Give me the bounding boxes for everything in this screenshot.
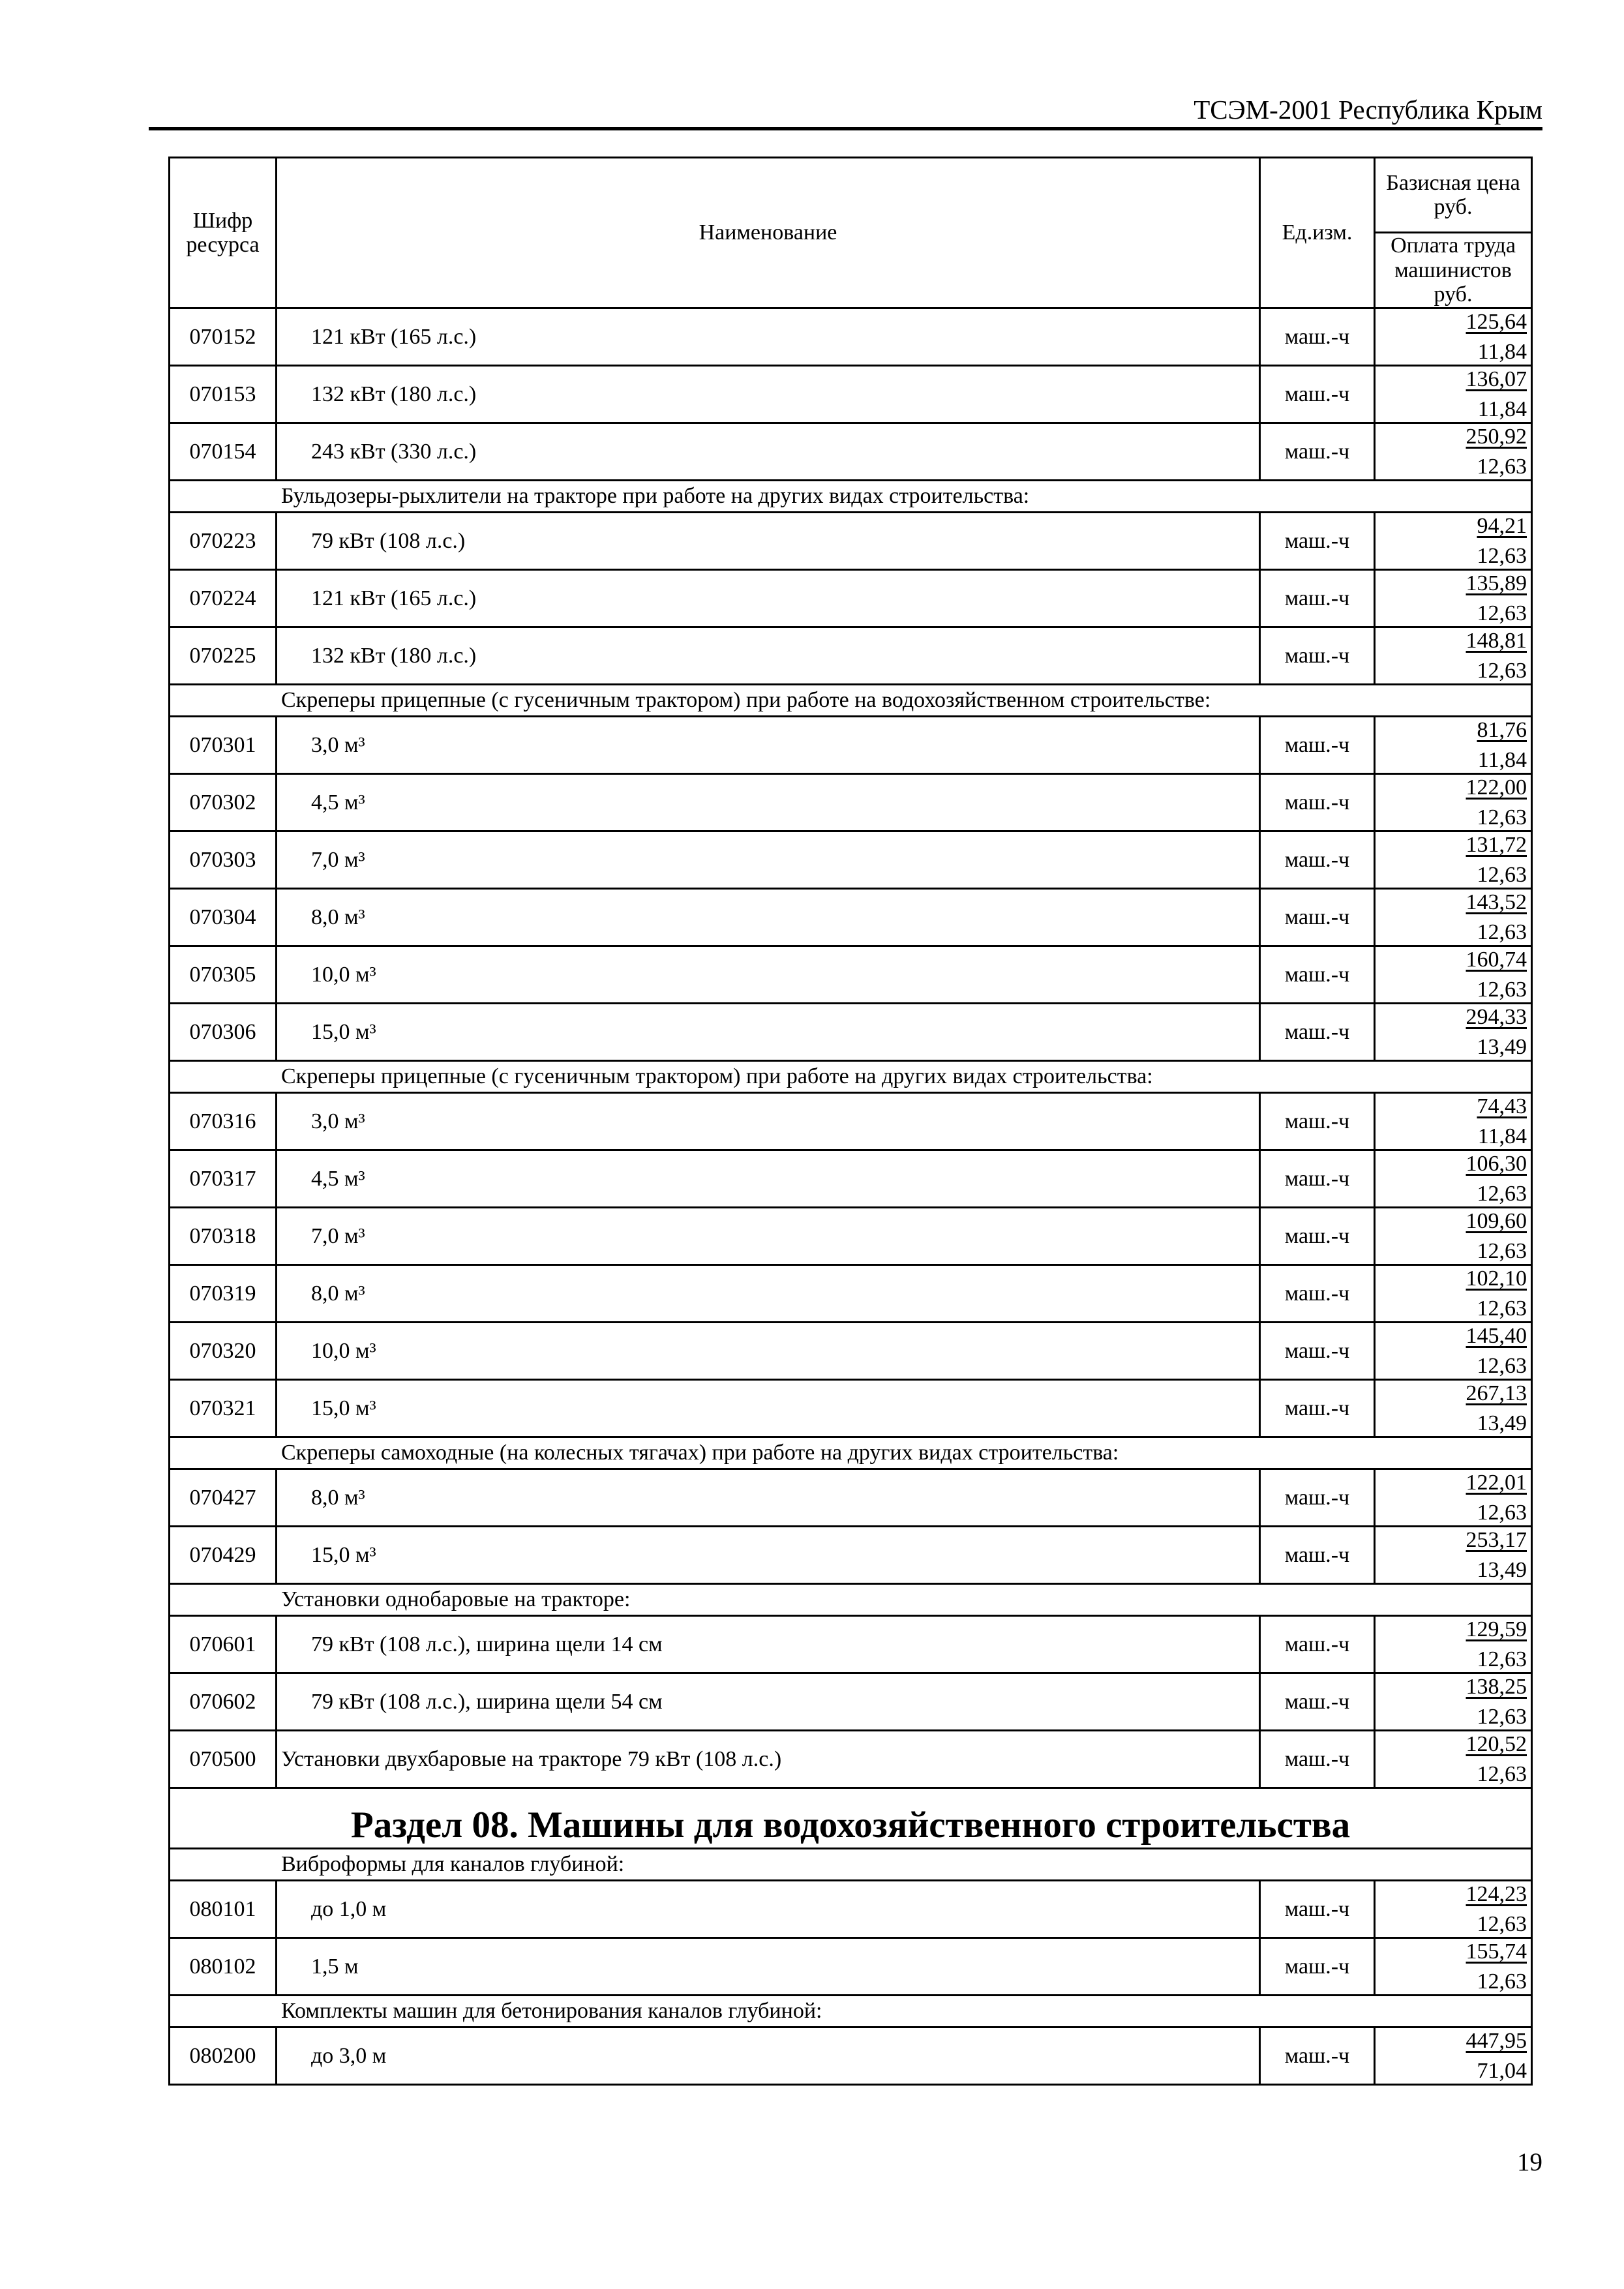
resource-unit: маш.-ч [1260, 1527, 1375, 1584]
labor-pay: 71,04 [1477, 2058, 1527, 2083]
table-row [170, 831, 1532, 889]
table-row [170, 1881, 1532, 1938]
resource-code: 070318 [170, 1208, 277, 1265]
resource-unit: маш.-ч [1260, 308, 1375, 366]
table-row [170, 308, 1532, 366]
resource-name: 3,0 м³ [277, 717, 1260, 774]
section-heading: Раздел 08. Машины для водохозяйственного строительства [170, 1788, 1532, 1849]
resource-code: 070153 [170, 366, 277, 423]
resource-name: 3,0 м³ [277, 1093, 1260, 1150]
group-heading: Комплекты машин для бетонирования каналов глубиной: [170, 1996, 1532, 2027]
resource-name: Установки двухбаровые на тракторе 79 кВт (108 л.с.) [277, 1731, 1260, 1788]
labor-pay: 12,63 [1477, 1500, 1527, 1525]
price-cell [1375, 1380, 1532, 1437]
base-price: 94,21 [1477, 514, 1527, 539]
resource-code: 080102 [170, 1938, 277, 1996]
resource-code: 070225 [170, 627, 277, 685]
resource-name: 15,0 м³ [277, 1380, 1260, 1437]
column-header-labor-pay: Оплата труда машинистов руб. [1375, 233, 1532, 308]
resource-code: 070317 [170, 1150, 277, 1208]
resource-name: 132 кВт (180 л.с.) [277, 366, 1260, 423]
column-header-unit: Ед.изм. [1260, 158, 1375, 308]
labor-pay: 13,49 [1477, 1557, 1527, 1582]
table-row [170, 2027, 1532, 2085]
resource-unit: маш.-ч [1260, 889, 1375, 946]
group-heading-row [170, 1996, 1532, 2027]
labor-pay: 12,63 [1477, 1647, 1527, 1671]
resource-unit: маш.-ч [1260, 627, 1375, 685]
base-price: 122,01 [1466, 1471, 1527, 1495]
price-cell [1375, 1731, 1532, 1788]
resource-unit: маш.-ч [1260, 423, 1375, 481]
base-price: 81,76 [1477, 718, 1527, 743]
price-cell [1375, 423, 1532, 481]
resource-unit: маш.-ч [1260, 366, 1375, 423]
resource-name: 8,0 м³ [277, 1265, 1260, 1323]
price-cell [1375, 831, 1532, 889]
page-number: 19 [1517, 2148, 1542, 2176]
price-cell [1375, 1469, 1532, 1527]
resource-code: 070316 [170, 1093, 277, 1150]
resource-name: до 3,0 м [277, 2027, 1260, 2085]
document-header-title: ТСЭМ-2001 Республика Крым [1194, 95, 1542, 125]
table-header [170, 158, 1532, 308]
resource-name: 7,0 м³ [277, 1208, 1260, 1265]
column-header-code: Шифр ресурса [170, 158, 277, 308]
table-row [170, 1938, 1532, 1996]
resource-name: 8,0 м³ [277, 889, 1260, 946]
resource-name: 10,0 м³ [277, 946, 1260, 1004]
resource-unit: маш.-ч [1260, 1380, 1375, 1437]
resource-unit: маш.-ч [1260, 1673, 1375, 1731]
table-row [170, 1731, 1532, 1788]
price-cell [1375, 717, 1532, 774]
base-price: 160,74 [1466, 948, 1527, 972]
table-row [170, 570, 1532, 627]
table-row [170, 946, 1532, 1004]
labor-pay: 12,63 [1477, 1296, 1527, 1321]
group-heading: Установки однобаровые на тракторе: [170, 1584, 1532, 1616]
table-row [170, 1616, 1532, 1673]
table-row [170, 1469, 1532, 1527]
resource-unit: маш.-ч [1260, 1616, 1375, 1673]
labor-pay: 12,63 [1477, 1911, 1527, 1936]
base-price: 253,17 [1466, 1528, 1527, 1553]
resource-code: 070602 [170, 1673, 277, 1731]
resource-unit: маш.-ч [1260, 1150, 1375, 1208]
resource-name: 1,5 м [277, 1938, 1260, 1996]
base-price: 122,00 [1466, 775, 1527, 800]
base-price: 136,07 [1466, 367, 1527, 392]
base-price: 125,64 [1466, 310, 1527, 335]
base-price: 129,59 [1466, 1617, 1527, 1642]
resource-unit: маш.-ч [1260, 1323, 1375, 1380]
resource-unit: маш.-ч [1260, 1938, 1375, 1996]
price-cell [1375, 366, 1532, 423]
resource-unit: маш.-ч [1260, 1881, 1375, 1938]
labor-pay: 12,63 [1477, 805, 1527, 830]
resource-unit: маш.-ч [1260, 717, 1375, 774]
price-cell [1375, 889, 1532, 946]
base-price: 447,95 [1466, 2029, 1527, 2054]
price-cell [1375, 1004, 1532, 1061]
base-price: 155,74 [1466, 1939, 1527, 1964]
table-row [170, 1323, 1532, 1380]
column-header-name: Наименование [277, 158, 1260, 308]
price-cell [1375, 1323, 1532, 1380]
resource-name: 4,5 м³ [277, 1150, 1260, 1208]
price-cell [1375, 1150, 1532, 1208]
labor-pay: 12,63 [1477, 658, 1527, 683]
labor-pay: 12,63 [1477, 1761, 1527, 1786]
group-heading: Скреперы самоходные (на колесных тягачах) при работе на других видах строительства: [170, 1437, 1532, 1469]
group-heading-row [170, 1061, 1532, 1093]
resource-code: 070303 [170, 831, 277, 889]
base-price: 148,81 [1466, 629, 1527, 653]
resource-code: 070429 [170, 1527, 277, 1584]
price-cell [1375, 1673, 1532, 1731]
base-price: 267,13 [1466, 1381, 1527, 1406]
labor-pay: 12,63 [1477, 1238, 1527, 1263]
resource-code: 080101 [170, 1881, 277, 1938]
labor-pay: 11,84 [1477, 339, 1527, 364]
table-row [170, 1208, 1532, 1265]
resource-name: 15,0 м³ [277, 1527, 1260, 1584]
base-price: 250,92 [1466, 425, 1527, 449]
price-cell [1375, 513, 1532, 570]
base-price: 138,25 [1466, 1675, 1527, 1699]
section-heading-row [170, 1788, 1532, 1849]
base-price: 124,23 [1466, 1882, 1527, 1907]
price-cell [1375, 1527, 1532, 1584]
table-row [170, 513, 1532, 570]
base-price: 143,52 [1466, 890, 1527, 915]
table-row [170, 1527, 1532, 1584]
base-price: 131,72 [1466, 833, 1527, 858]
resource-code: 070224 [170, 570, 277, 627]
resource-name: 79 кВт (108 л.с.) [277, 513, 1260, 570]
table-row [170, 1150, 1532, 1208]
labor-pay: 12,63 [1477, 1969, 1527, 1994]
resource-code: 070500 [170, 1731, 277, 1788]
base-price: 74,43 [1477, 1094, 1527, 1119]
resource-name: 121 кВт (165 л.с.) [277, 570, 1260, 627]
resource-code: 070427 [170, 1469, 277, 1527]
header-rule [149, 127, 1542, 130]
group-heading-row [170, 1437, 1532, 1469]
table-row [170, 774, 1532, 831]
labor-pay: 12,63 [1477, 601, 1527, 625]
table-row [170, 627, 1532, 685]
table-row [170, 1093, 1532, 1150]
labor-pay: 12,63 [1477, 977, 1527, 1002]
group-heading: Скреперы прицепные (с гусеничным трактором) при работе на других видах строительства: [170, 1061, 1532, 1093]
resource-unit: маш.-ч [1260, 2027, 1375, 2085]
resource-code: 070154 [170, 423, 277, 481]
resource-code: 070305 [170, 946, 277, 1004]
resource-code: 070304 [170, 889, 277, 946]
group-heading: Виброформы для каналов глубиной: [170, 1849, 1532, 1881]
price-cell [1375, 1616, 1532, 1673]
resource-name: 4,5 м³ [277, 774, 1260, 831]
resource-code: 070302 [170, 774, 277, 831]
resource-unit: маш.-ч [1260, 1265, 1375, 1323]
column-header-base-price: Базисная цена руб. [1375, 158, 1532, 233]
labor-pay: 13,49 [1477, 1034, 1527, 1059]
resource-name: 8,0 м³ [277, 1469, 1260, 1527]
resource-code: 070223 [170, 513, 277, 570]
labor-pay: 12,63 [1477, 543, 1527, 568]
resource-code: 070321 [170, 1380, 277, 1437]
labor-pay: 11,84 [1477, 747, 1527, 772]
resource-name: 7,0 м³ [277, 831, 1260, 889]
labor-pay: 11,84 [1477, 396, 1527, 421]
resource-code: 070320 [170, 1323, 277, 1380]
resource-unit: маш.-ч [1260, 831, 1375, 889]
table-row [170, 1380, 1532, 1437]
resource-code: 070601 [170, 1616, 277, 1673]
price-cell [1375, 774, 1532, 831]
price-cell [1375, 2027, 1532, 2085]
resource-name: 132 кВт (180 л.с.) [277, 627, 1260, 685]
table-row [170, 717, 1532, 774]
base-price: 135,89 [1466, 571, 1527, 596]
labor-pay: 12,63 [1477, 1353, 1527, 1378]
group-heading-row [170, 481, 1532, 513]
resource-name: 10,0 м³ [277, 1323, 1260, 1380]
group-heading-row [170, 685, 1532, 717]
resource-unit: маш.-ч [1260, 513, 1375, 570]
table-row [170, 1673, 1532, 1731]
group-heading: Бульдозеры-рыхлители на тракторе при работе на других видах строительства: [170, 481, 1532, 513]
labor-pay: 12,63 [1477, 862, 1527, 887]
resource-code: 080200 [170, 2027, 277, 2085]
resource-name: до 1,0 м [277, 1881, 1260, 1938]
resource-name: 15,0 м³ [277, 1004, 1260, 1061]
price-cell [1375, 1938, 1532, 1996]
price-cell [1375, 1881, 1532, 1938]
base-price: 120,52 [1466, 1732, 1527, 1757]
table-row [170, 1265, 1532, 1323]
resource-unit: маш.-ч [1260, 946, 1375, 1004]
group-heading-row [170, 1584, 1532, 1616]
resource-unit: маш.-ч [1260, 1469, 1375, 1527]
price-cell [1375, 627, 1532, 685]
resource-name: 79 кВт (108 л.с.), ширина щели 14 см [277, 1616, 1260, 1673]
labor-pay: 13,49 [1477, 1411, 1527, 1435]
resource-unit: маш.-ч [1260, 1731, 1375, 1788]
base-price: 294,33 [1466, 1005, 1527, 1030]
labor-pay: 12,63 [1477, 920, 1527, 944]
resource-code: 070306 [170, 1004, 277, 1061]
base-price: 145,40 [1466, 1324, 1527, 1349]
price-cell [1375, 570, 1532, 627]
base-price: 106,30 [1466, 1152, 1527, 1176]
table-row [170, 423, 1532, 481]
price-cell [1375, 1093, 1532, 1150]
resource-code: 070319 [170, 1265, 277, 1323]
labor-pay: 12,63 [1477, 1704, 1527, 1729]
group-heading-row [170, 1849, 1532, 1881]
price-cell [1375, 1265, 1532, 1323]
price-cell [1375, 1208, 1532, 1265]
resource-unit: маш.-ч [1260, 570, 1375, 627]
price-cell [1375, 308, 1532, 366]
resource-unit: маш.-ч [1260, 1093, 1375, 1150]
resource-table [168, 157, 1533, 2086]
resource-name: 79 кВт (108 л.с.), ширина щели 54 см [277, 1673, 1260, 1731]
resource-name: 121 кВт (165 л.с.) [277, 308, 1260, 366]
group-heading: Скреперы прицепные (с гусеничным трактором) при работе на водохозяйственном строительстве: [170, 685, 1532, 717]
base-price: 109,60 [1466, 1209, 1527, 1234]
labor-pay: 11,84 [1477, 1124, 1527, 1148]
resource-code: 070152 [170, 308, 277, 366]
base-price: 102,10 [1466, 1266, 1527, 1291]
resource-unit: маш.-ч [1260, 1004, 1375, 1061]
labor-pay: 12,63 [1477, 1181, 1527, 1206]
table-row [170, 366, 1532, 423]
table-row [170, 1004, 1532, 1061]
resource-unit: маш.-ч [1260, 1208, 1375, 1265]
labor-pay: 12,63 [1477, 454, 1527, 479]
resource-code: 070301 [170, 717, 277, 774]
price-cell [1375, 946, 1532, 1004]
table-body [170, 308, 1532, 2085]
resource-unit: маш.-ч [1260, 774, 1375, 831]
table-row [170, 889, 1532, 946]
resource-name: 243 кВт (330 л.с.) [277, 423, 1260, 481]
